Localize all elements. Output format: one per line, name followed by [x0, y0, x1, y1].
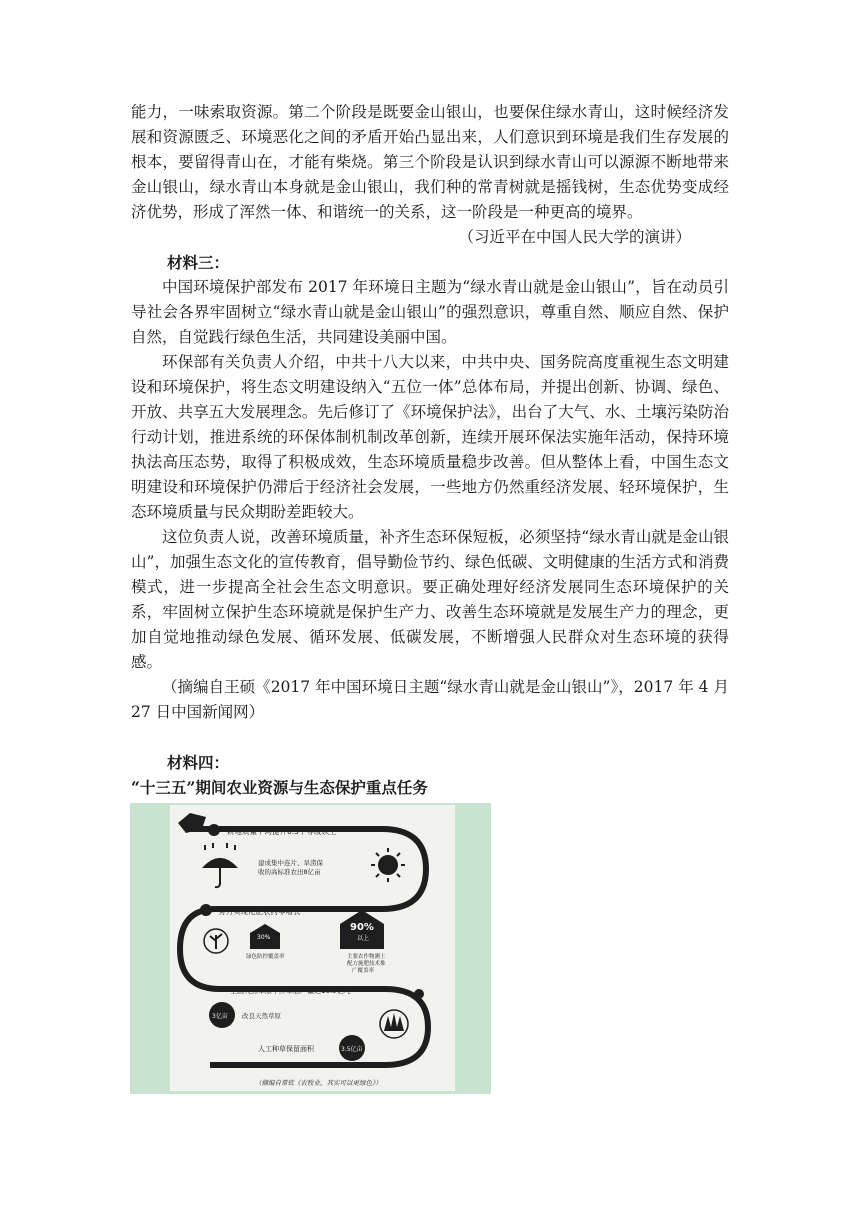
infographic-svg: [130, 803, 491, 1094]
stat-30-label: 绿色防控覆盖率: [246, 954, 285, 960]
infographic-caption: （摘编自常钦《农牧业，其实可以更绿色》）: [255, 1079, 382, 1087]
item-1-detail-line-1: 建成集中连片、旱涝保: [258, 859, 323, 867]
item-1-detail-line-2: 收的高标准农田8亿亩: [258, 868, 321, 876]
paragraph-1: 能力，一味索取资源。第二个阶段是既要金山银山，也要保住绿水青山，这时候经济发展和资源匮乏、环境恶化之间的矛盾开始凸显出来，人们意识到环境是我们生存发展的根本，要留得青山在，才能有柴烧。第三个阶段是认识到绿水青山可以源源不断地带来金山银山，绿水青山本身就是金山银山，我们种的常青树就是摇钱树，生态优势变成经济优势，形成了浑然一体、和谐统一的关系，这一阶段是一种更高的境界。: [131, 103, 729, 221]
item-3-label: 全国天然草原年鲜草总产量达10.5亿吨: [230, 987, 351, 995]
paragraph-3: 环保部有关负责人介绍，中共十八大以来，中共中央、国务院高度重视生态文明建设和环境保护，将生态文明建设纳入“五位一体”总体布局，并提出创新、协调、绿色、开放、共享五大发展理念。先后修订了《环境保护法》，出台了大气、水、土壤污染防治行动计划，推进系统的环保体制机制改革创新，连续开展环保法实施年活动，保持环境执法高压态势，取得了积极成效，生态环境质量稳步改善。但从整体上看，中国生态文明建设和环境保护仍滞后于经济社会发展，一些地方仍然重经济发展、轻环境保护，生态环境质量与民众期盼差距较大。: [131, 353, 729, 521]
stat-90-label-line-2: 配方施肥技术推: [347, 961, 386, 967]
heading-material-3: 材料三：: [167, 253, 230, 272]
stat-90-label-line-3: 广覆盖率: [352, 968, 375, 974]
grassland-3-value: 3亿亩: [212, 1013, 228, 1020]
item-1-label: 耕地质量平均提升0.5个等级以上: [227, 827, 337, 836]
stat-30-value: 30%: [257, 934, 271, 941]
step-3-marker: [414, 989, 424, 999]
infographic-figure: [130, 803, 491, 1094]
paragraph-4: 这位负责人说，改善环境质量，补齐生态环保短板，必须坚持“绿水青山就是金山银山”，加强生态文化的宣传教育，倡导勤俭节约、绿色低碳、文明健康的生活方式和消费模式，进一步提高全社会生态文明意识。要正确处理好经济发展同生态环境保护的关系，牢固树立保护生态环境就是保护生产力、改善生态环境就是发展生产力的理念，更加自觉地推动绿色发展、循环发展、低碳发展，不断增强人民群众对生态环境的获得感。: [131, 528, 729, 671]
heading-material-4: 材料四：: [167, 753, 230, 772]
stat-90-value: 90%: [350, 922, 374, 933]
step-2-marker: [200, 904, 212, 916]
document-text-block: [131, 100, 729, 800]
source-citation-2: （摘编自王硕《2017 年中国环境日主题“绿水青山就是金山银山”》，2017 年 4 月 27 日中国新闻网）: [131, 678, 730, 721]
material-4-title: “十三五”期间农业资源与生态保护重点任务: [131, 778, 428, 797]
item-4-label: 人工种草保留面积: [258, 1045, 314, 1053]
stat-90-suffix: 以上: [357, 935, 370, 942]
step-1-marker: [208, 824, 220, 836]
item-3-detail: 改良天然草原: [242, 1012, 281, 1020]
source-citation-1: （习近平在中国人民大学的演讲）: [458, 228, 691, 246]
paragraph-2: 中国环境保护部发布 2017 年环境日主题为“绿水青山就是金山银山”，旨在动员引导社会各界牢固树立“绿水青山就是金山银山”的强烈意识，尊重自然、顺应自然、保护自然，自觉践行绿色生活，共同建设美丽中国。: [131, 278, 729, 346]
artificial-grass-value: 3.5亿亩: [341, 1046, 363, 1053]
item-2-label: 努力实现化肥农药零增长: [218, 907, 301, 916]
stat-90-label-line-1: 主要农作物测土: [347, 954, 386, 960]
